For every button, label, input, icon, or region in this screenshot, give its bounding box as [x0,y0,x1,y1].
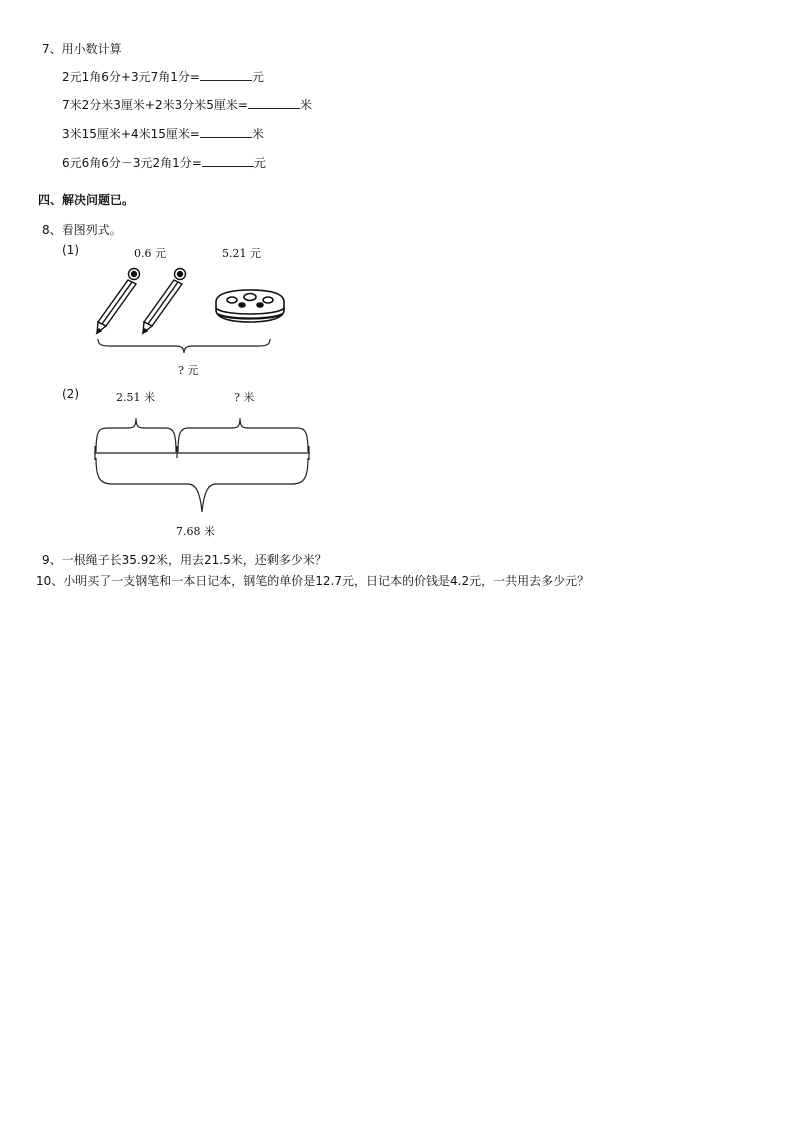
total-price-label: ? 元 [178,364,199,377]
q7-line-2-expr: 7米2分米3厘米+2米3分米5厘米= [62,98,248,112]
q8-part1-label: (1) [62,243,79,257]
q7-line-2 [62,96,312,113]
q7-line-3 [62,125,264,142]
pencil-case-icon [212,288,288,324]
pencil-price-label: 0.6 元 [134,247,166,260]
left-length-label: 2.51 米 [116,391,155,404]
q8-part2-label: (2) [62,387,79,401]
answer-blank[interactable] [200,69,252,81]
q7-line-1-expr: 2元1角6分+3元7角1分= [62,70,200,84]
answer-blank[interactable] [248,97,300,109]
q7-line-1 [62,68,264,85]
pencil-icon [92,266,142,334]
q10-text: 10、小明买了一支钢笔和一本日记本，钢笔的单价是12.7元，日记本的价钱是4.2元，一共用去多少元？ [36,574,590,588]
line-segment-diagram [92,412,316,518]
q7-line-4-unit: 元 [253,156,266,170]
section-heading: 四、解决问题已。 [38,193,135,207]
q7-line-1-unit: 元 [251,70,264,84]
q9-text: 9、一根绳子长35.92米，用去21.5米，还剩多少米？ [42,553,327,567]
right-length-label: ? 米 [234,391,255,404]
q7-line-2-unit: 米 [299,98,312,112]
case-price-label: 5.21 元 [222,247,261,260]
q7-title: 7、用小数计算 [42,42,122,56]
total-length-label: 7.68 米 [176,525,215,538]
pencil-icon [138,266,188,334]
answer-blank[interactable] [202,155,254,167]
q7-line-4-expr: 6元6角6分－3元2角1分= [62,156,202,170]
answer-blank[interactable] [200,126,252,138]
q8-title: 8、看图列式。 [42,223,122,237]
q7-line-3-unit: 米 [251,127,264,141]
total-brace [96,337,272,357]
q7-line-4 [62,154,266,171]
q7-line-3-expr: 3米15厘米+4米15厘米= [62,127,200,141]
